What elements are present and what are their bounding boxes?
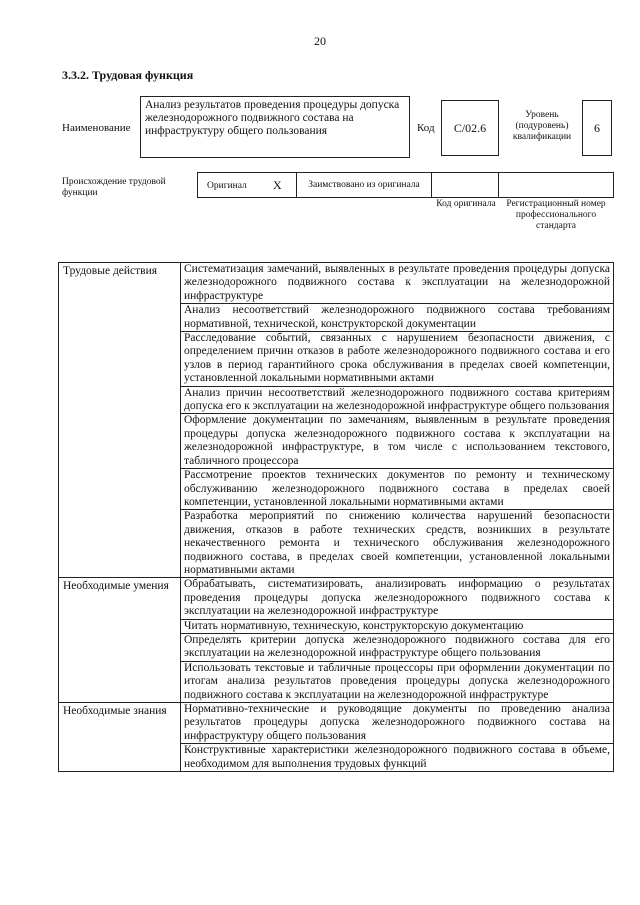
table-row: [59, 578, 614, 619]
category-label: Необходимые знания: [59, 703, 181, 772]
list-item: Расследование событий, связанных с нарушением безопасности движения, с определением причин отказов в работе железнодорожного подвижного состава и его узлов в период гарантийного срока обслуживания в пределах своей компетенции, установленной локальными нормативными актами: [181, 332, 614, 387]
list-item: Нормативно-технические и руководящие документы по проведению анализа результатов процедуры допуска железнодорожного подвижного состава на инфраструктуру общего пользования: [181, 703, 614, 744]
original-code-cell: [431, 172, 499, 198]
list-item: Конструктивные характеристики железнодорожного подвижного состава в объеме, необходимом для выполнения трудовых функций: [181, 744, 614, 772]
function-details-table: [58, 262, 614, 772]
name-label: Наименование: [62, 122, 131, 134]
list-item: Читать нормативную, техническую, конструкторскую документацию: [181, 619, 614, 633]
original-cell: [197, 172, 297, 198]
category-label: Необходимые умения: [59, 578, 181, 703]
list-item: Оформление документации по замечаниям, выявленным в результате проведения процедуры допуска железнодорожного подвижного состава к эксплуатации на железнодорожной инфраструктуре, в том числе с использованием текстового, табличного процессора: [181, 414, 614, 469]
list-item: Рассмотрение проектов технических документов по ремонту и техническому обслуживанию железнодорожного подвижного состава в пределах своей компетенции, установленной локальными нормативными актами: [181, 469, 614, 510]
level-value: 6: [594, 120, 600, 135]
function-name-box: [140, 96, 410, 158]
list-item: Разработка мероприятий по снижению количества нарушений безопасности движения, отказов в работе технических средств, возникших в результате некачественного ремонта и технического обслуживания железнодорожного подвижного состава, в пределах своей компетенции, установленной локальными нормативными актами: [181, 510, 614, 578]
section-title: 3.3.2. Трудовая функция: [62, 68, 194, 82]
table-row: [59, 263, 614, 304]
category-label: Трудовые действия: [59, 263, 181, 578]
origin-label: Происхождение трудовой функции: [62, 177, 166, 198]
level-label: Уровень (подуровень) квалификации: [512, 110, 572, 142]
original-label: Оригинал: [207, 181, 247, 191]
reg-number-cell: [498, 172, 614, 198]
borrowed-label: Заимствовано из оригинала: [308, 179, 420, 190]
list-item: Использовать текстовые и табличные процессоры при оформлении документации по итогам анализа результатов проведения процедуры допуска железнодорожного подвижного состава к эксплуатации на железнодорожной инфраструктуре: [181, 661, 614, 702]
list-item: Анализ причин несоответствий железнодорожного подвижного состава критериям допуска его к эксплуатации на железнодорожной инфраструктуре общего пользования: [181, 386, 614, 414]
list-item: Обрабатывать, систематизировать, анализировать информацию о результатах проведения процедуры допуска железнодорожного подвижного состава к эксплуатации на железнодорожной инфраструктуре: [181, 578, 614, 619]
list-item: Определять критерии допуска железнодорожного подвижного состава для его эксплуатации на железнодорожной инфраструктуре общего пользования: [181, 633, 614, 661]
list-item: Систематизация замечаний, выявленных в результате проведения процедуры допуска железнодорожного подвижного состава к эксплуатации на железнодорожной инфраструктуре: [181, 263, 614, 304]
code-label: Код: [417, 122, 435, 134]
code-box: [441, 100, 499, 156]
original-code-label: Код оригинала: [436, 199, 496, 209]
code-value: C/02.6: [453, 120, 487, 135]
level-box: [582, 100, 612, 156]
table-row: [59, 703, 614, 744]
function-name-value: Анализ результатов проведения процедуры допуска железнодорожного подвижного состава на инфраструктуру общего пользования: [145, 99, 400, 137]
reg-number-label: Регистрационный номер профессионального стандарта: [506, 199, 606, 231]
list-item: Анализ несоответствий железнодорожного подвижного состава требованиям нормативной, технической, конструкторской документации: [181, 304, 614, 332]
original-mark: X: [273, 178, 282, 192]
borrowed-cell: [296, 172, 432, 198]
page-number: 20: [314, 34, 326, 48]
